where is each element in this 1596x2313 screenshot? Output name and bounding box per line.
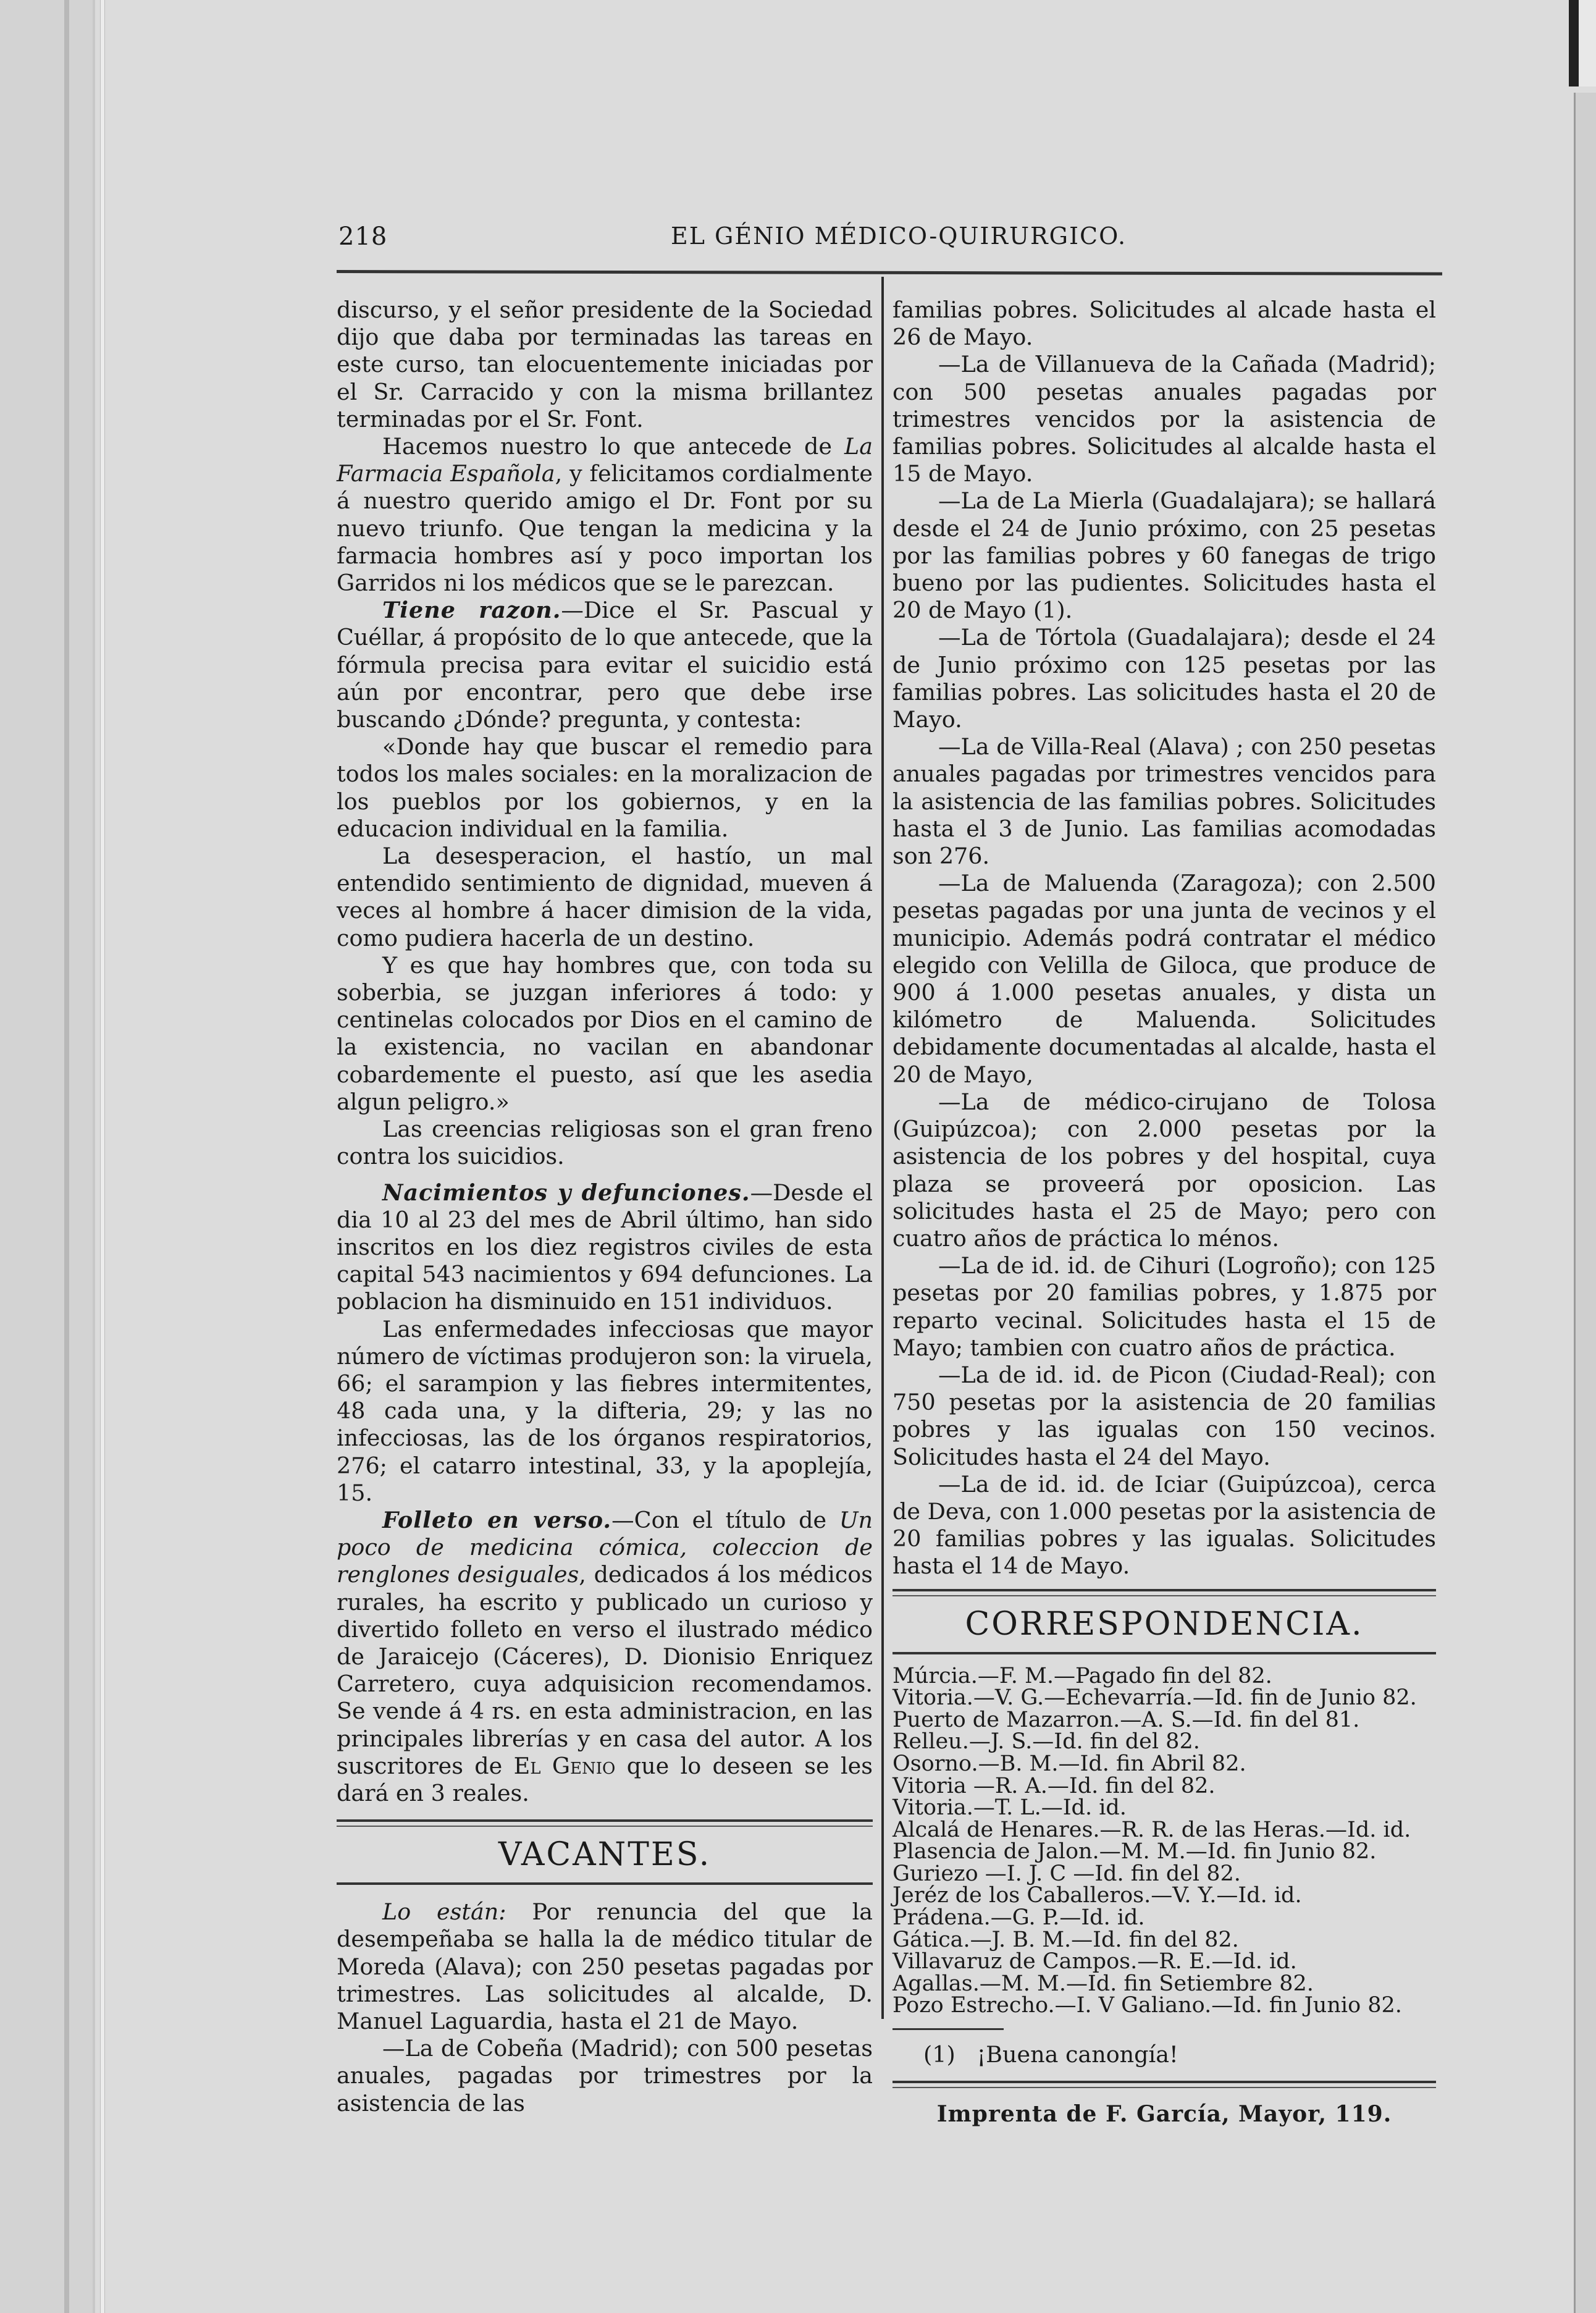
- vacancy-entry: —La de médico-cirujano de Tolosa (Guipúzcoa); con 2.000 pesetas por la asistencia de los pobres y del hospital, cuya plaza se proveerá por oposicion. Las solicitudes hasta el 25 de Mayo; pero con cuatro años de práctica lo ménos.: [892, 1088, 1436, 1252]
- text-run: —Con el título de: [611, 1506, 839, 1533]
- vacancy-entry: —La de La Mierla (Guadalajara); se hallará desde el 24 de Junio próximo, con 25 pesetas por las familias pobres y 60 fanegas de trigo bueno por las pudientes. Solicitudes hasta el 20 de Mayo (1).: [892, 487, 1436, 624]
- vacancy-entry: —La de Tórtola (Guadalajara); desde el 24 de Junio próximo con 125 pesetas por las familias pobres. Las solicitudes hasta el 20 de Mayo.: [892, 624, 1436, 733]
- right-column: [892, 297, 1436, 2128]
- torn-paper-edge: [100, 0, 105, 2313]
- item-heading: Nacimientos y defunciones.: [382, 1179, 750, 1206]
- vacancy-entry: —La de id. id. de Cihuri (Logroño); con 125 pesetas por 20 familias pobres, y 1.875 por reparto vecinal. Solicitudes hasta el 15 de Mayo; tambien con cuatro años de práctica.: [892, 1252, 1436, 1361]
- next-page-corner: [1579, 0, 1596, 86]
- page-right-tear: [1569, 0, 1579, 86]
- correspondence-entry: Plasencia de Jalon.—M. M.—Id. fin Junio 82.: [892, 1839, 1377, 1864]
- section-rule: [892, 1652, 1436, 1654]
- paragraph: [337, 433, 873, 597]
- correspondence-list: [892, 1663, 1436, 2018]
- printer-imprint: Imprenta de F. García, Mayor, 119.: [936, 2101, 1392, 2128]
- text-run: —Desde el dia 10 al 23 del mes de Abril último, han sido inscritos en los diez registros civiles de esta capital 543 nacimientos y 694 defunciones. La poblacion ha disminuido en 151 individuos.: [337, 1179, 873, 1315]
- paragraph: [337, 1179, 873, 1316]
- correspondence-entry: Vitoria —R. A.—Id. fin del 82.: [892, 1773, 1216, 1798]
- vacancy-entry: familias pobres. Solicitudes al alcade hasta el 26 de Mayo.: [892, 297, 1436, 351]
- paragraph: discurso, y el señor presidente de la Sociedad dijo que daba por terminadas las tareas en este curso, tan elocuentemente iniciadas por el Sr. Carracido y con la misma brillantez terminadas por el Sr. Font.: [337, 297, 873, 432]
- vacancy-entry: —La de Villanueva de la Cañada (Madrid); con 500 pesetas anuales pagadas por trimestres vencidos por la asistencia de familias pobres. Solicitudes al alcalde hasta el 15 de Mayo.: [892, 351, 1436, 487]
- paragraph: [337, 1507, 873, 1807]
- left-column: [337, 297, 873, 2117]
- page-binding-strip: [0, 0, 95, 2313]
- footnote-rule: [892, 2028, 1004, 2030]
- page-right-gutter: [1574, 93, 1596, 2313]
- correspondence-entry: Prádena.—G. P.—Id. id.: [892, 1905, 1145, 1931]
- correspondence-entry: Pozo Estrecho.—I. V Galiano.—Id. fin Junio 82.: [892, 1993, 1402, 2018]
- paragraph: —La de Cobeña (Madrid); con 500 pesetas anuales, pagadas por trimestres por la asistencia de las: [337, 2035, 873, 2117]
- section-rule: [892, 1589, 1436, 1596]
- paragraph: Las enfermedades infecciosas que mayor número de víctimas produjeron son: la viruela, 66; el sarampion y las fiebres intermitentes, 48 cada una, y la difteria, 29; y las no infecciosas, las de los órganos respiratorios, 276; el catarro intestinal, 33, y la apoplejía, 15.: [337, 1315, 873, 1506]
- correspondence-entry: Múrcia.—F. M.—Pagado fin del 82.: [892, 1663, 1272, 1688]
- vacancy-entry: —La de Villa-Real (Alava) ; con 250 pesetas anuales pagadas por trimestres vencidos para la asistencia de las familias pobres. Solicitudes hasta el 3 de Junio. Las familias acomodadas son 276.: [892, 733, 1436, 870]
- vacancy-entry: —La de id. id. de Picon (Ciudad-Real); con 750 pesetas por la asistencia de 20 familias pobres y las igualas con 150 vecinos. Solicitudes hasta el 24 del Mayo.: [892, 1361, 1436, 1470]
- section-heading-correspondencia: CORRESPONDENCIA.: [965, 1605, 1364, 1643]
- correspondence-entry: Puerto de Mazarron.—A. S.—Id. fin del 81.: [892, 1707, 1360, 1732]
- correspondence-entry: Villavaruz de Campos.—R. E.—Id. id.: [892, 1949, 1297, 1974]
- text-run: , y felicitamos cordialmente á nuestro querido amigo el Dr. Font por su nuevo triunfo. Que tengan la medicina y la farmacia hombres así y poco importan los Garridos ni los médicos que se le parezcan.: [337, 460, 873, 597]
- quote-paragraph: «Donde hay que buscar el remedio para todos los males sociales: en la moralizacion de los pueblos por los gobiernos, y en la educacion individual en la familia.: [337, 733, 873, 842]
- correspondence-entry: Vitoria.—V. G.—Echevarría.—Id. fin de Junio 82.: [892, 1685, 1417, 1711]
- paragraph: Las creencias religiosas son el gran freno contra los suicidios.: [337, 1116, 873, 1170]
- vacancy-entry: —La de Maluenda (Zaragoza); con 2.500 pesetas pagadas por una junta de vecinos y el municipio. Además podrá contratar el médico elegido con Velilla de Giloca, que produce de 900 á 1.000 pesetas anuales, y dista un kilómetro de Maluenda. Solicitudes debidamente documentadas al alcalde, hasta el 20 de Mayo,: [892, 870, 1436, 1088]
- lead-phrase: Lo están:: [382, 1898, 506, 1926]
- running-title: EL GÉNIO MÉDICO-QUIRURGICO.: [671, 222, 1127, 250]
- quote-paragraph: La desesperacion, el hastío, un mal entendido sentimiento de dignidad, mueven á veces al hombre á hacer dimision de la vida, como pudiera hacerla de un destino.: [337, 843, 873, 951]
- text-run: , dedicados á los médicos rurales, ha escrito y publicado un curioso y divertido folleto en verso el ilustrado médico de Jaraicejo (Cáceres), D. Dionisio Enriquez Carretero, cuya adquisicion recomendamos. Se vende á 4 rs. en esta administracion, en las principales librerías y en casa del autor. A los suscritores de: [337, 1561, 873, 1779]
- correspondence-entry: Alcalá de Henares.—R. R. de las Heras.—Id. id.: [892, 1817, 1411, 1842]
- paragraph: [337, 597, 873, 733]
- correspondence-entry: Gática.—J. B. M.—Id. fin del 82.: [892, 1927, 1239, 1952]
- text-run: —Dice el Sr. Pascual y Cuéllar, á propósito de lo que antecede, que la fórmula precisa para evitar el suicidio está aún por encontrar, pero que debe irse buscando ¿Dónde? pregunta, y contesta:: [337, 597, 873, 733]
- footnote: [892, 2041, 1436, 2068]
- correspondence-entry: Vitoria.—T. L.—Id. id.: [892, 1795, 1127, 1821]
- section-rule: [337, 1819, 873, 1827]
- publication-title: La Farmacia Española: [337, 433, 873, 487]
- footnote-marker: (1): [923, 2041, 956, 2068]
- header-rule: [337, 270, 1442, 276]
- correspondence-entry: Agallas.—M. M.—Id. fin Setiembre 82.: [892, 1971, 1314, 1996]
- item-heading: Tiene razon.: [382, 597, 561, 624]
- footnote-text: ¡Buena canongía!: [976, 2041, 1178, 2068]
- correspondence-entry: Guriezo —I. J. C —Id. fin del 82.: [892, 1861, 1241, 1886]
- column-divider: [881, 277, 884, 2019]
- section-heading-vacantes: VACANTES.: [498, 1836, 712, 1874]
- book-title: Un poco de medicina cómica, coleccion de renglones desiguales: [337, 1506, 873, 1588]
- imprint-rule: [892, 2081, 1436, 2088]
- correspondence-entry: Jeréz de los Caballeros.—V. Y.—Id. id.: [892, 1883, 1302, 1908]
- journal-name: El Genio: [513, 1752, 616, 1779]
- text-run: Hacemos nuestro lo que antecede de: [382, 433, 844, 460]
- page-number: 218: [338, 222, 388, 251]
- text-run: que lo deseen se les dará en 3 reales.: [337, 1752, 873, 1806]
- quote-paragraph: Y es que hay hombres que, con toda su soberbia, se juzgan inferiores á todo: y centinelas colocados por Dios en el camino de la existencia, no vacilan en abandonar cobardemente el puesto, así que les asedia algun peligro.»: [337, 951, 873, 1115]
- correspondence-entry: Osorno.—B. M.—Id. fin Abril 82.: [892, 1751, 1246, 1776]
- text-run: Por renuncia del que la desempeñaba se halla la de médico titular de Moreda (Alava); con 250 pesetas pagadas por trimestres. Las solicitudes al alcalde, D. Manuel Laguardia, hasta el 21 de Mayo.: [337, 1898, 873, 2034]
- vacancy-entry: —La de id. id. de Iciar (Guipúzcoa), cerca de Deva, con 1.000 pesetas por la asistencia de 20 familias pobres y las igualas. Solicitudes hasta el 14 de Mayo.: [892, 1470, 1436, 1580]
- section-rule: [337, 1882, 873, 1885]
- page-left-edge: [64, 0, 69, 2313]
- item-heading: Folleto en verso.: [382, 1506, 612, 1533]
- correspondence-entry: Relleu.—J. S.—Id. fin del 82.: [892, 1729, 1200, 1755]
- running-header: [338, 222, 1438, 266]
- paragraph: [337, 1898, 873, 2035]
